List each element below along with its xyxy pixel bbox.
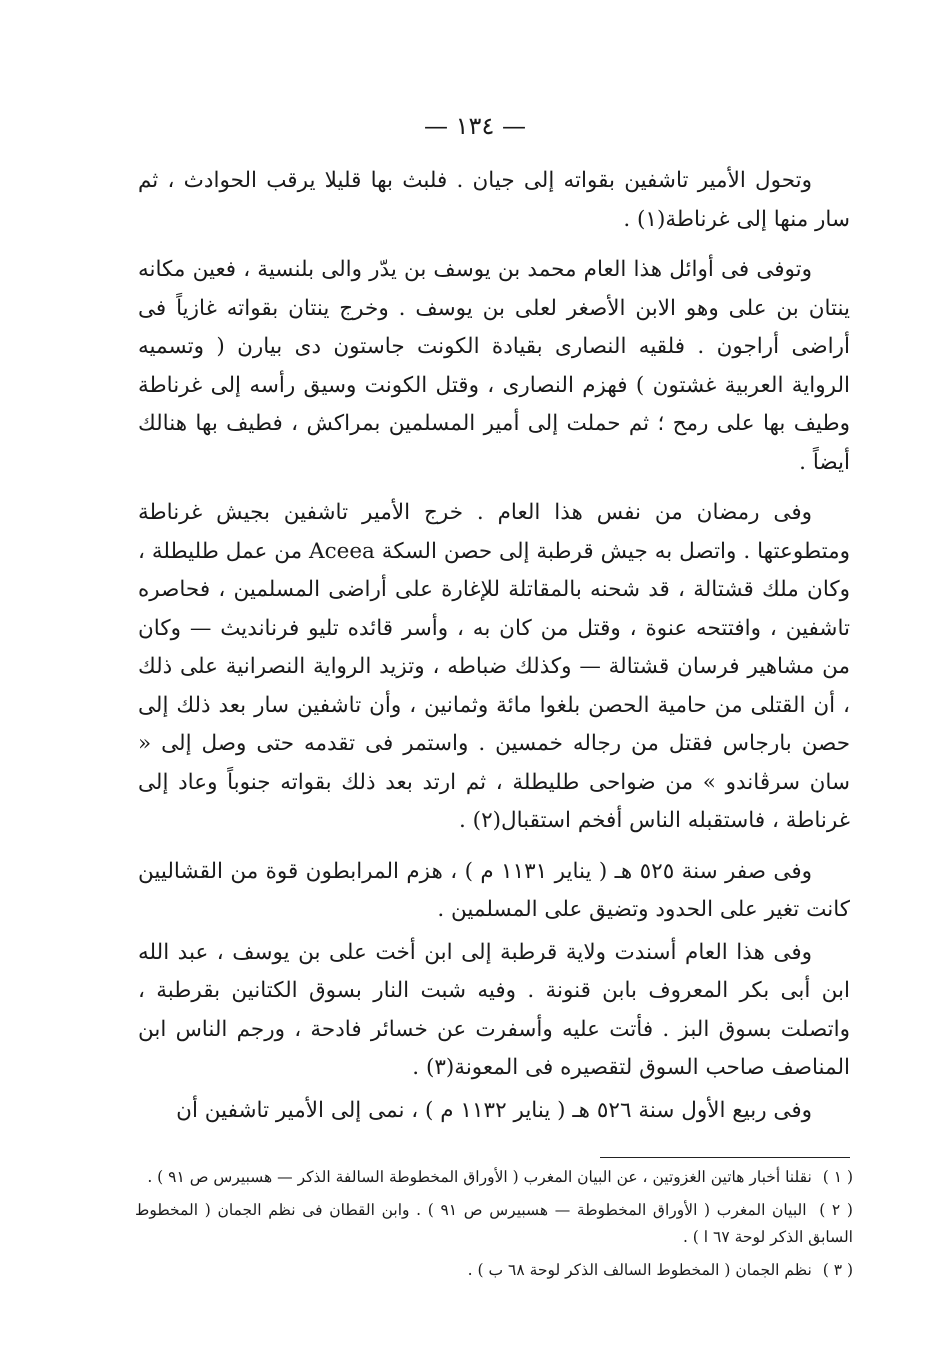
paragraph-3: وفى رمضان من نفس هذا العام . خرج الأمير تاشفين بجيش غرناطة ومتطوعتها . واتصل به جيش قرطبة إلى حصن السكة Aceea من عمل طليطلة ، وكان ملك قشتالة ، قد شحنه بالمقاتلة للإغارة على أراضى المسلمين ، فحاصره تاشفين ، وافتتحه عنوة ، وقتل من كان به ، وأسر قائده تليو فرنانديث — وكان من مشاهير فرسان قشتالة — وكذلك ضباطه ، وتزيد الرواية النصرانية على ذلك ، أن القتلى من حامية الحصن بلغوا مائة وثمانين ، وأن تاشفين سار بعد ذلك إلى حصن بارجاس فقتل من رجاله خمسين . واستمر فى تقدمه حتى وصل إلى « سان سرڤاندو » من ضواحى طليطلة ، ثم ارتد بعد ذلك بقواته جنوباً وعاد إلى غرناطة ، فاستقبله الناس أفخم استقبال(٢) . (138, 500, 850, 833)
footnote-number: ( ١ ) (822, 1168, 853, 1186)
footnote-text: البيان المغرب ( الأوراق المخطوطة — هسبيرس ص ٩١ ) . وابن القطان فى نظم الجمان ( المخطوط السابق الذكر لوحة ٦٧ ا ) . (135, 1201, 853, 1246)
paragraph-1: وتحول الأمير تاشفين بقواته إلى جيان . فلبث بها قليلا يرقب الحوادث ، ثم سار منها إلى غرناطة(١) . (138, 168, 850, 232)
footnote-text: نقلنا أخبار هاتين الغزوتين ، عن البيان المغرب ( الأوراق المخطوطة السالفة الذكر — هسبيرس ص ٩١ ) . (147, 1168, 812, 1186)
footnote-divider (600, 1157, 850, 1158)
footnote-number: ( ٢ ) (819, 1201, 853, 1219)
footnote-number: ( ٣ ) (822, 1261, 853, 1279)
footnote-3 (135, 1257, 853, 1284)
paragraph-2: وتوفى فى أوائل هذا العام محمد بن يوسف بن يدّر والى بلنسية ، فعين مكانه ينتان بن على وهو الابن الأصغر لعلى بن يوسف . وخرج ينتان بقواته غازياً فى أراضى أراجون . فلقيه النصارى بقيادة الكونت جاستون دى بيارن ( وتسميه الرواية العربية غشتون ) فهزم النصارى ، وقتل الكونت وسيق رأسه إلى غرناطة وطيف بها على رمح ؛ ثم حملت إلى أمير المسلمين بمراكش ، فطيف بها هنالك أيضاً . (138, 257, 850, 475)
footnote-2 (135, 1197, 853, 1251)
body-text (138, 162, 850, 1130)
footnotes (135, 1164, 853, 1290)
footnote-1 (135, 1164, 853, 1191)
paragraph-5: وفى هذا العام أسندت ولاية قرطبة إلى ابن أخت على بن يوسف ، عبد الله ابن أبى بكر المعروف بابن قنونة . وفيه شبت النار بسوق الكتانين بقرطبة ، واتصلت بسوق البز . فأتت عليه وأسفرت عن خسائر فادحة ، ورجم الناس ابن المناصف صاحب السوق لتقصيره فى المعونة(٣) . (138, 939, 850, 1080)
paragraph-6: وفى ربيع الأول سنة ٥٢٦ هـ ( يناير ١١٣٢ م ) ، نمى إلى الأمير تاشفين أن (176, 1097, 812, 1123)
paragraph-4: وفى صفر سنة ٥٢٥ هـ ( يناير ١١٣١ م ) ، هزم المرابطون قوة من القشاليين كانت تغير على الحدود وتضيق على المسلمين . (138, 858, 850, 922)
footnote-text: نظم الجمان ( المخطوط السالف الذكر لوحة ٦٨ ب ) . (467, 1261, 812, 1279)
page-number: — ١٣٤ — (424, 112, 526, 140)
